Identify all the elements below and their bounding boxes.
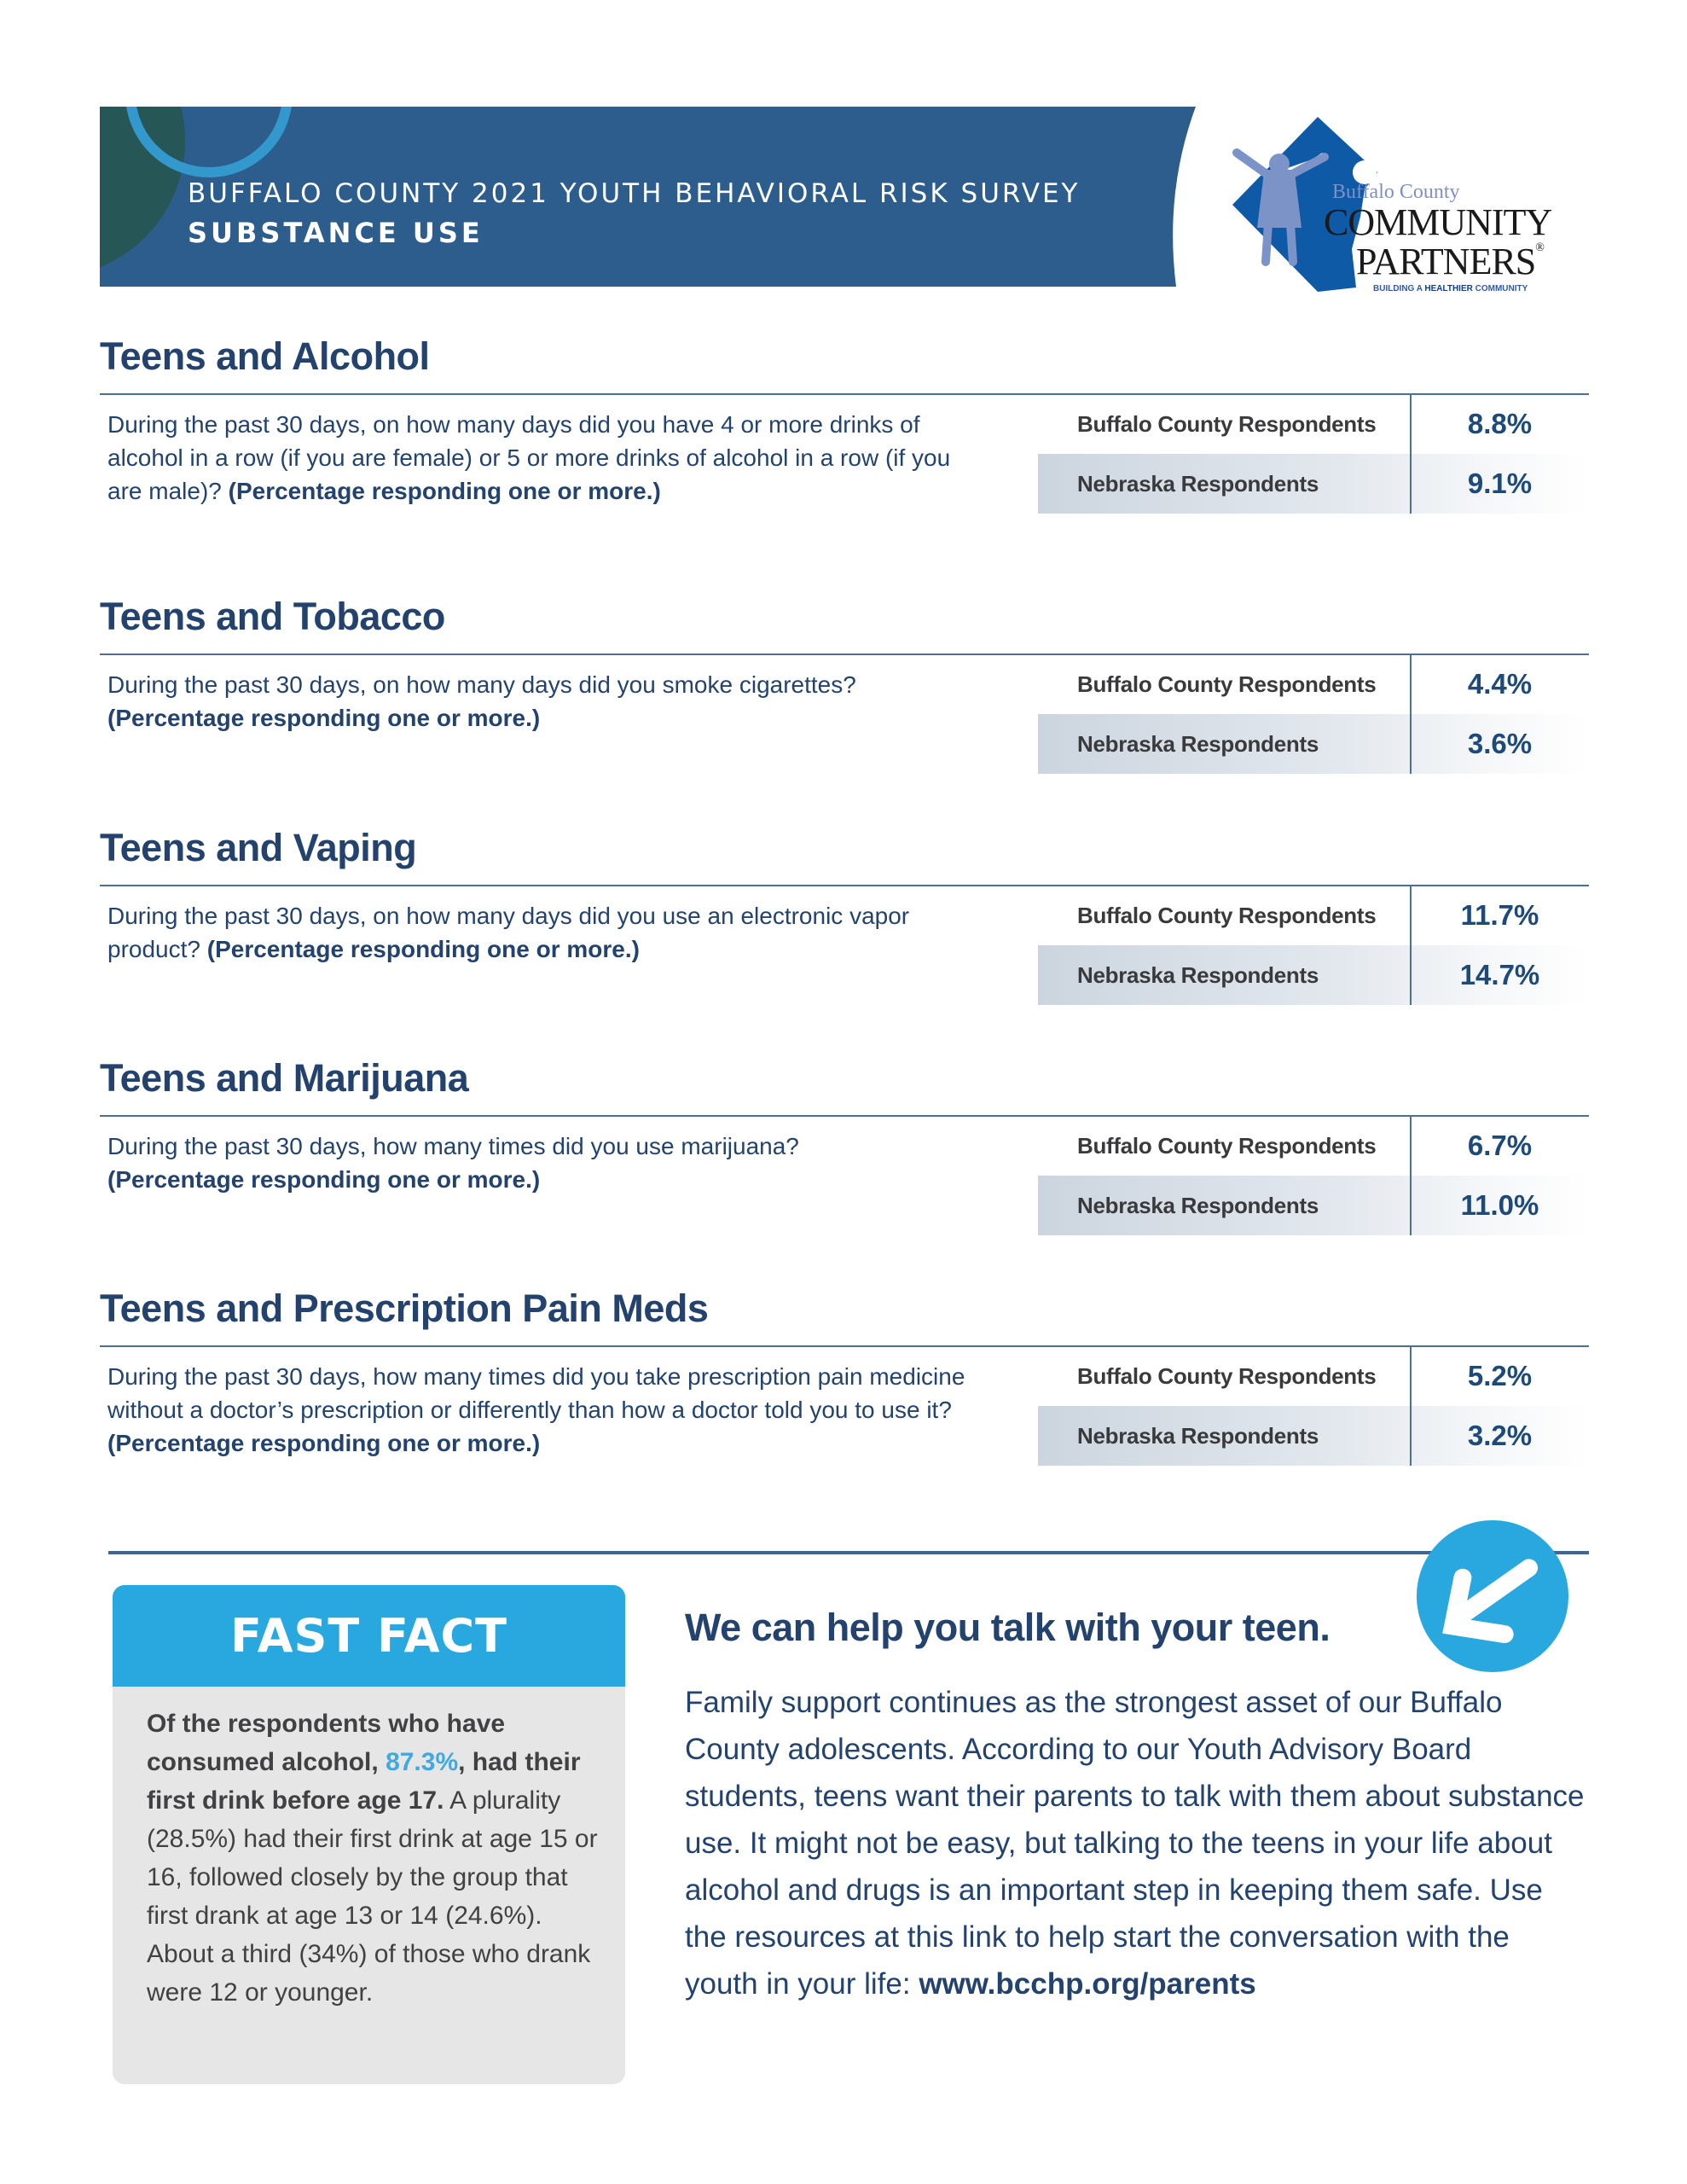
state-label: Nebraska Respondents bbox=[1077, 1423, 1319, 1449]
section-vaping bbox=[100, 824, 1589, 1020]
column-divider bbox=[1410, 654, 1412, 774]
stat-row-county bbox=[1038, 886, 1589, 945]
section-question bbox=[107, 1360, 977, 1460]
question-note: (Percentage responding one or more.) bbox=[107, 1166, 541, 1193]
question-text: During the past 30 days, how many times did you take prescription pain medicine without a doctor’s prescription or differently than how a doctor told you to use it? bbox=[107, 1363, 965, 1423]
fast-fact-detail: A plurality (28.5%) had their first drink at age 15 or 16, followed closely by the group that first drank at age 13 or 14 (24.6%). About a third (34%) of those who drank were 12 or younger. bbox=[147, 1786, 598, 2007]
section-prescription-pain-meds bbox=[100, 1285, 1589, 1490]
county-label: Buffalo County Respondents bbox=[1077, 1133, 1377, 1159]
banner-subtitle: SUBSTANCE USE bbox=[188, 217, 484, 249]
parents-resource-link[interactable]: www.bcchp.org/parents bbox=[919, 1967, 1256, 2001]
section-title: Teens and Marijuana bbox=[100, 1056, 469, 1100]
logo-text-community: COMMUNITY bbox=[1324, 201, 1552, 243]
stat-row-county bbox=[1038, 394, 1589, 454]
question-note: (Percentage responding one or more.) bbox=[228, 478, 661, 504]
section-alcohol bbox=[100, 333, 1589, 529]
question-text: During the past 30 days, on how many days did you have 4 or more drinks of alcohol in a row (if you are female) or 5 or more drinks of alcohol in a row (if you are male)? bbox=[107, 411, 951, 504]
county-label: Buffalo County Respondents bbox=[1077, 411, 1377, 437]
state-label: Nebraska Respondents bbox=[1077, 962, 1319, 988]
help-heading: We can help you talk with your teen. bbox=[685, 1606, 1330, 1649]
state-value: 14.7% bbox=[1459, 959, 1540, 990]
banner-title: BUFFALO COUNTY 2021 YOUTH BEHAVIORAL RISK SURVEY bbox=[188, 178, 1081, 209]
question-note: (Percentage responding one or more.) bbox=[107, 705, 541, 731]
community-partners-logo bbox=[1228, 113, 1595, 309]
logo-tagline-part: COMMUNITY bbox=[1472, 284, 1528, 293]
county-value: 6.7% bbox=[1467, 1130, 1533, 1161]
logo-tagline-emphasis: HEALTHIER bbox=[1424, 284, 1473, 293]
column-divider bbox=[1410, 1346, 1412, 1466]
county-value: 8.8% bbox=[1467, 408, 1533, 439]
column-divider bbox=[1410, 394, 1412, 514]
logo-text-buffalo-county: Buffalo County bbox=[1332, 181, 1460, 203]
county-label: Buffalo County Respondents bbox=[1077, 903, 1377, 928]
section-question bbox=[107, 408, 977, 508]
bottom-divider bbox=[108, 1551, 1589, 1554]
fast-fact-lead-end: , had their first drink before age 17. bbox=[147, 1748, 581, 1815]
column-divider bbox=[1410, 1116, 1412, 1235]
registered-mark: ® bbox=[1535, 241, 1544, 254]
county-value: 11.7% bbox=[1460, 899, 1539, 931]
stat-row-state bbox=[1038, 714, 1589, 774]
help-text: Family support continues as the strongest asset of our Buffalo County adolescents. According to our Youth Advisory Board students, teens want their parents to talk with them about substance use. It might not be easy, but talking to the teens in your life about alcohol and drugs is an important step in keeping them safe. Use the resources at this link to help start the conversation with the youth in your life: bbox=[685, 1686, 1585, 2001]
question-note: (Percentage responding one or more.) bbox=[107, 1430, 541, 1456]
logo-tagline-part: BUILDING A bbox=[1373, 284, 1425, 293]
state-value: 11.0% bbox=[1460, 1189, 1539, 1221]
help-paragraph bbox=[685, 1679, 1589, 2007]
section-title: Teens and Prescription Pain Meds bbox=[100, 1287, 709, 1330]
section-title: Teens and Alcohol bbox=[100, 334, 430, 378]
state-label: Nebraska Respondents bbox=[1077, 1193, 1319, 1218]
state-label: Nebraska Respondents bbox=[1077, 731, 1319, 757]
fast-fact-lead: Of the respondents who have consumed alcohol, bbox=[147, 1710, 506, 1776]
fast-fact-box bbox=[113, 1585, 625, 2084]
logo-tagline bbox=[1373, 283, 1528, 295]
county-value: 4.4% bbox=[1467, 668, 1533, 700]
question-text: During the past 30 days, how many times did you use marijuana? bbox=[107, 1133, 799, 1159]
stat-row-county bbox=[1038, 1346, 1589, 1406]
column-divider bbox=[1410, 886, 1412, 1005]
section-marijuana bbox=[100, 1054, 1589, 1251]
state-label: Nebraska Respondents bbox=[1077, 471, 1319, 497]
logo-text-partners-word: PARTNERS bbox=[1356, 241, 1536, 282]
question-text: During the past 30 days, on how many days did you smoke cigarettes? bbox=[107, 671, 856, 698]
stat-row-state bbox=[1038, 454, 1589, 514]
question-text: During the past 30 days, on how many days did you use an electronic vapor product? bbox=[107, 903, 910, 962]
question-note: (Percentage responding one or more.) bbox=[206, 936, 640, 962]
section-question bbox=[107, 668, 977, 735]
stat-row-state bbox=[1038, 1406, 1589, 1466]
logo-text-partners bbox=[1356, 242, 1544, 282]
section-title: Teens and Vaping bbox=[100, 826, 417, 869]
county-value: 5.2% bbox=[1467, 1360, 1533, 1391]
stat-row-state bbox=[1038, 1176, 1589, 1235]
section-question bbox=[107, 899, 977, 966]
section-title: Teens and Tobacco bbox=[100, 595, 445, 638]
arrow-down-left-icon bbox=[1416, 1519, 1569, 1673]
stat-row-state bbox=[1038, 945, 1589, 1005]
stat-row-county bbox=[1038, 1116, 1589, 1176]
fast-fact-highlight: 87.3% bbox=[386, 1748, 459, 1776]
county-label: Buffalo County Respondents bbox=[1077, 671, 1377, 697]
header-banner bbox=[100, 107, 1196, 287]
section-question bbox=[107, 1130, 977, 1196]
state-value: 9.1% bbox=[1467, 468, 1533, 499]
county-label: Buffalo County Respondents bbox=[1077, 1363, 1377, 1389]
state-value: 3.2% bbox=[1467, 1420, 1533, 1451]
state-value: 3.6% bbox=[1467, 728, 1533, 759]
fast-fact-body bbox=[147, 1705, 599, 2012]
section-tobacco bbox=[100, 593, 1589, 789]
fast-fact-heading: FAST FACT bbox=[113, 1585, 625, 1687]
stat-row-county bbox=[1038, 654, 1589, 714]
